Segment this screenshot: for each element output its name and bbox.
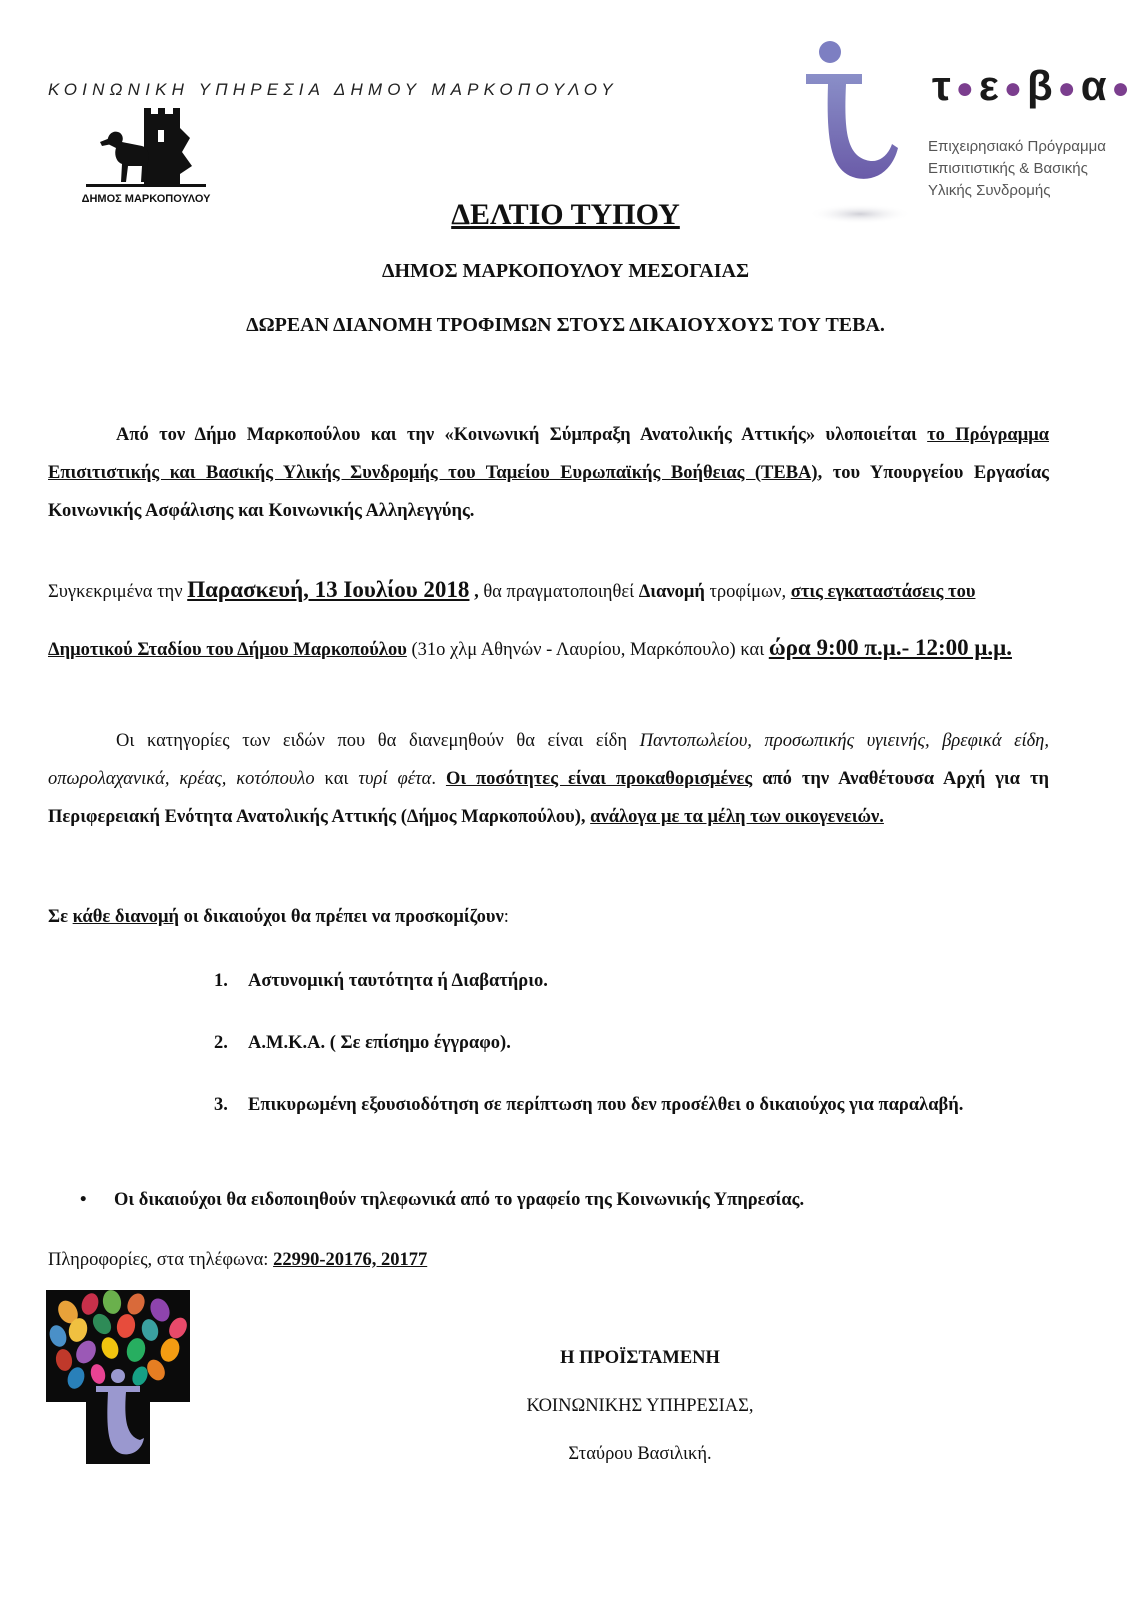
requirements-list [214, 962, 1044, 1148]
teva-wordmark: τ ●ε ●β ●α ● [932, 62, 1131, 109]
phone-numbers: 22990-20176, 20177 [273, 1250, 428, 1270]
document-title: ΔΕΛΤΙΟ ΤΥΠΟΥ [451, 198, 680, 231]
notification-note: • Οι δικαιούχοι θα ειδοποιηθούν τηλεφωνικά από το γραφείο της Κοινωνικής Υπηρεσίας. [80, 1190, 805, 1210]
subtitle-announcement: ΔΩΡΕΑΝ ΔΙΑΝΟΜΗ ΤΡΟΦΙΜΩΝ ΣΤΟΥΣ ΔΙΚΑΙΟΥΧΟΥΣ ΤΟΥ ΤΕΒΑ. [246, 314, 885, 336]
municipality-logo [76, 108, 216, 205]
department-header: ΚΟΙΝΩΝΙΚΗ ΥΠΗΡΕΣΙΑ ΔΗΜΟΥ ΜΑΡΚΟΠΟΥΛΟΥ [48, 80, 618, 99]
distribution-location: στις εγκαταστάσεις του Δημοτικού Σταδίου του Δήμου Μαρκοπούλου [48, 582, 976, 660]
distribution-time: ώρα 9:00 π.μ.- 12:00 μ.μ. [768, 635, 1012, 660]
contact-info: Πληροφορίες, στα τηλέφωνα: 22990-20176, 20177 [48, 1250, 428, 1270]
list-item: 3. Επικυρωμένη εξουσιοδότηση σε περίπτωση που δεν προσέλθει ο δικαιούχος για παραλαβή. [214, 1095, 964, 1115]
bullet-icon: • [80, 1190, 87, 1210]
teva-subtitle: Επιχειρησιακό Πρόγραμμα Επισιτιστικής & Βασικής Υλικής Συνδρομής [928, 138, 1106, 199]
categories-paragraph: Οι κατηγορίες των ειδών που θα διανεμηθούν θα είναι είδη Παντοπωλείου, προσωπικής υγιεινής, βρεφικά είδη, οπωρολαχανικά, κρέας, κοτόπουλο και τυρί φέτα. Οι ποσότητες είναι προκαθορισμένες από την Αναθέτουσα Αρχή για τη Περιφερειακή Ενότητα Ανατολικής Αττικής (Δήμος Μαρκοπούλου), ανάλογα με τα μέλη των οικογενειών. [48, 731, 1049, 827]
signature-name: Σταύρου Βασιλική. [568, 1444, 712, 1464]
municipality-logo-caption: ΔΗΜΟΣ ΜΑΡΚΟΠΟΥΛΟΥ [81, 193, 211, 205]
teva-tree-logo [46, 1290, 190, 1464]
list-item: 1. Αστυνομική ταυτότητα ή Διαβατήριο. [214, 971, 548, 991]
distribution-date: Παρασκευή, 13 Ιουλίου 2018 [187, 577, 470, 602]
tree-emblem-icon [46, 1290, 190, 1464]
distribution-paragraph: Συγκεκριμένα την Παρασκευή, 13 Ιουλίου 2018 , θα πραγματοποιηθεί Διανομή τροφίμων, στις εγκαταστάσεις του Δημοτικού Σταδίου του Δήμου Μαρκοπούλου (31ο χλμ Αθηνών - Λαυρίου, Μαρκόπουλο) και ώρα 9:00 π.μ.- 12:00 μ.μ. [48, 577, 1012, 660]
signature-department: ΚΟΙΝΩΝΙΚΗΣ ΥΠΗΡΕΣΙΑΣ, [526, 1396, 754, 1416]
list-item: 2. Α.Μ.Κ.Α. ( Σε επίσημο έγγραφο). [214, 1033, 511, 1053]
requirements-intro: Σε κάθε διανομή οι δικαιούχοι θα πρέπει να προσκομίζουν: [48, 907, 509, 927]
intro-paragraph: Από τον Δήμο Μαρκοπούλου και την «Κοινωνική Σύμπραξη Ανατολικής Αττικής» υλοποιείται το Πρόγραμμα Επισιτιστικής και Βασικής Υλικής Συνδρομής του Ταμείου Ευρωπαϊκής Βοήθειας (ΤΕΒΑ), του Υπουργείου Εργασίας Κοινωνικής Ασφάλισης και Κοινωνικής Αλληλεγγύης. [48, 425, 1050, 521]
horse-tower-emblem-icon [86, 108, 206, 190]
subtitle-municipality: ΔΗΜΟΣ ΜΑΡΚΟΠΟΥΛΟΥ ΜΕΣΟΓΑΙΑΣ [381, 260, 750, 282]
signature-role: Η ΠΡΟΪΣΤΑΜΕΝΗ [560, 1348, 720, 1368]
